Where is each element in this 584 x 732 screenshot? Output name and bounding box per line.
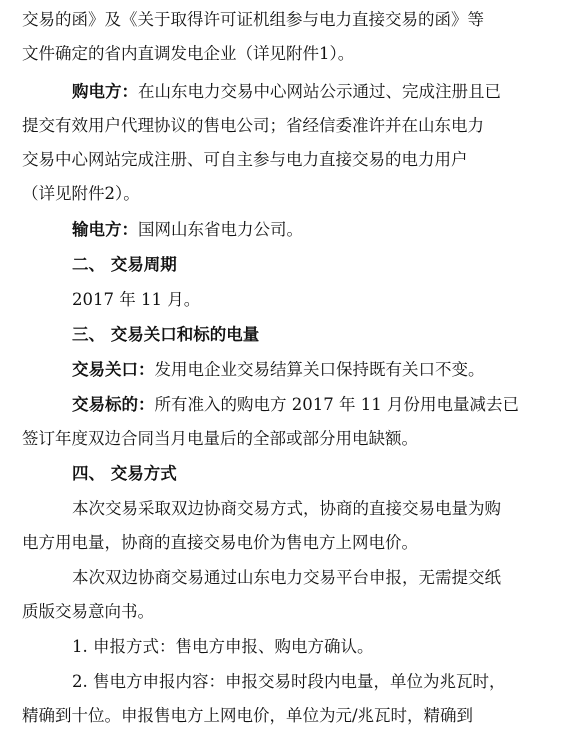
- paragraph-line: （详见附件2）。: [22, 184, 140, 203]
- paragraph-text: 所有准入的购电方 2017 年 11 月份用电量减去已: [154, 395, 519, 414]
- list-item: 2. 售电方申报内容：申报交易时段内电量，单位为兆瓦时，: [72, 672, 506, 691]
- paragraph-line: 精确到十位。申报售电方上网电价，单位为元/兆瓦时，精确到: [22, 706, 474, 725]
- paragraph-line: 文件确定的省内直调发电企业（详见附件1）。: [22, 44, 355, 63]
- buyer-paragraph: [0, 77, 584, 107]
- gateway-paragraph: [0, 355, 584, 385]
- paragraph-line: 交易的函》及《关于取得许可证机组参与电力直接交易的函》等: [22, 10, 484, 29]
- paragraph-line: 交易中心网站完成注册、可自主参与电力直接交易的电力用户: [22, 150, 468, 169]
- section-heading: 二、 交易周期: [72, 255, 177, 274]
- transmitter-label: 输电方：: [72, 220, 138, 239]
- paragraph-line: 电方用电量，协商的直接交易电价为售电方上网电价。: [22, 533, 418, 552]
- paragraph-line: 本次交易采取双边协商交易方式，协商的直接交易电量为购: [72, 499, 501, 518]
- paragraph-text: 在山东电力交易中心网站公示通过、完成注册且已: [138, 82, 501, 101]
- paragraph-line: 2017 年 11 月。: [72, 290, 201, 309]
- transmitter-paragraph: [0, 215, 584, 245]
- buyer-label: 购电方：: [72, 82, 138, 101]
- paragraph-text: 发用电企业交易结算关口保持既有关口不变。: [154, 360, 485, 379]
- section-heading: 四、 交易方式: [72, 464, 177, 483]
- paragraph-line: 提交有效用户代理协议的售电公司；省经信委准许并在山东电力: [22, 116, 484, 135]
- list-item: 1. 申报方式：售电方申报、购电方确认。: [72, 637, 374, 656]
- target-paragraph: [0, 390, 584, 420]
- target-label: 交易标的：: [72, 395, 155, 414]
- paragraph-line: 质版交易意向书。: [22, 602, 154, 621]
- section-heading: 三、 交易关口和标的电量: [72, 325, 260, 344]
- paragraph-line: 本次双边协商交易通过山东电力交易平台申报，无需提交纸: [72, 568, 501, 587]
- paragraph-line: 签订年度双边合同当月电量后的全部或部分用电缺额。: [22, 429, 418, 448]
- paragraph-text: 国网山东省电力公司。: [138, 220, 303, 239]
- gateway-label: 交易关口：: [72, 360, 155, 379]
